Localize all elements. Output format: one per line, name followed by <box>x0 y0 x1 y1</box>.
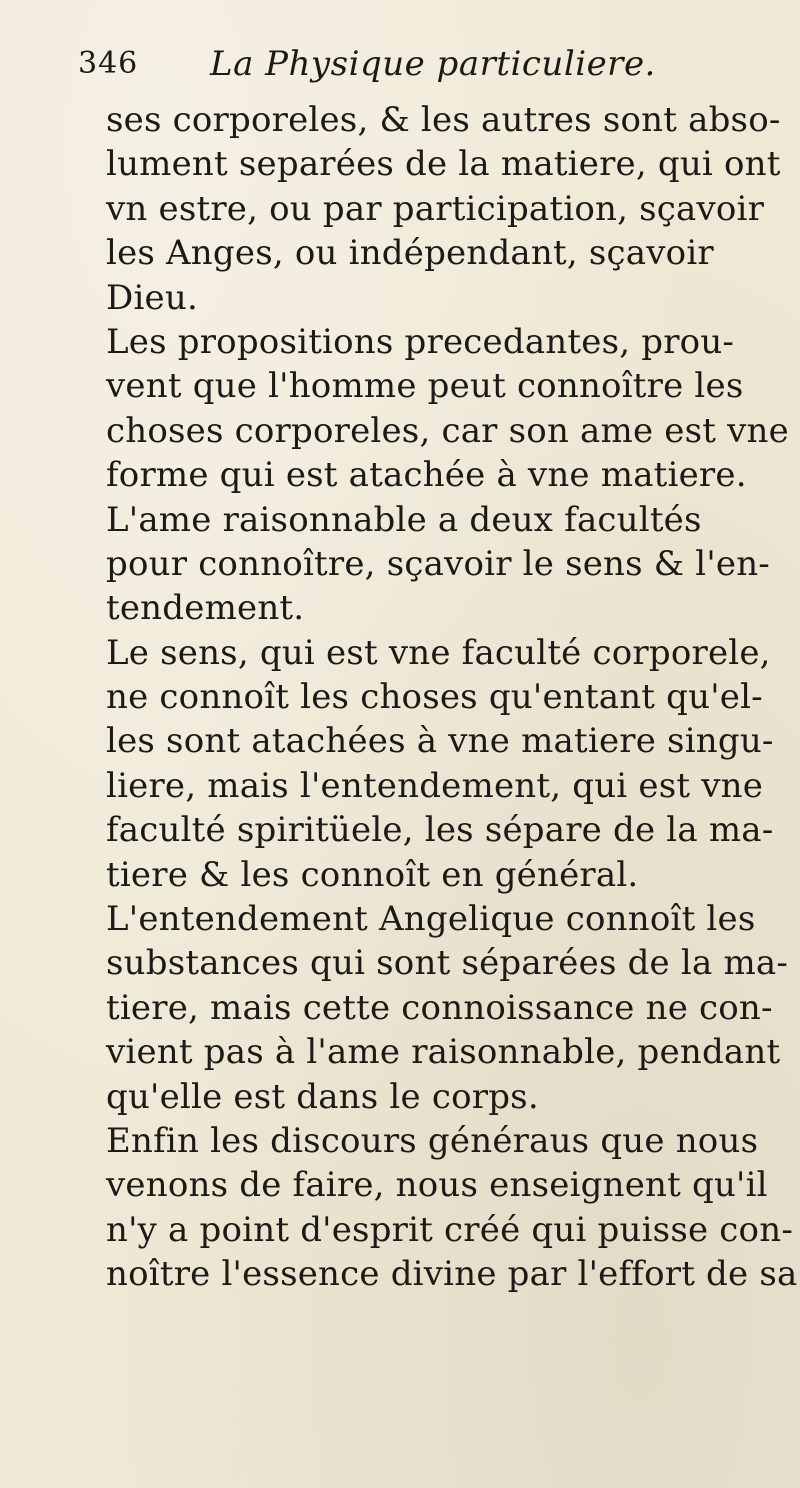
text-line: noître l'essence divine par l'effort de sa <box>106 1254 798 1295</box>
text-line: Dieu. <box>106 277 198 318</box>
text-line: qu'elle est dans le corps. <box>106 1076 539 1117</box>
text-line: tendement. <box>106 588 305 629</box>
text-line: liere, mais l'entendement, qui est vne <box>106 765 764 806</box>
text-line: ses corporeles, & les autres sont abso- <box>106 100 781 140</box>
text-line: les sont atachées à vne matiere singu- <box>106 721 774 762</box>
text-line: venons de faire, nous enseignent qu'il <box>106 1165 768 1206</box>
text-line: n'y a point d'esprit créé qui puisse con- <box>106 1209 794 1250</box>
text-line: Enfin les discours généraus que nous <box>106 1120 759 1161</box>
text-line: substances qui sont séparées de la ma- <box>106 943 789 984</box>
body-text <box>106 98 796 1297</box>
text-line: L'ame raisonnable a deux facultés <box>106 499 702 540</box>
text-line: tiere & les connoît en général. <box>106 854 639 895</box>
text-line: faculté spiritüele, les sépare de la ma- <box>106 810 774 851</box>
text-line: ne connoît les choses qu'entant qu'el- <box>106 677 763 718</box>
page-number: 346 <box>78 46 139 81</box>
page-header <box>0 44 800 94</box>
text-line: tiere, mais cette connoissance ne con- <box>106 987 773 1028</box>
text-line: vn estre, ou par participation, sçavoir <box>106 188 765 229</box>
text-line: L'entendement Angelique connoît les <box>106 899 756 940</box>
text-line: les Anges, ou indépendant, sçavoir <box>106 233 714 274</box>
text-line: Les propositions precedantes, prou- <box>106 321 735 362</box>
text-line: forme qui est atachée à vne matiere. <box>106 455 747 496</box>
text-line: vent que l'homme peut connoître les <box>106 366 744 407</box>
text-line: Le sens, qui est vne faculté corporele, <box>106 632 771 673</box>
text-line: vient pas à l'ame raisonnable, pendant <box>106 1032 781 1073</box>
text-line: lument separées de la matiere, qui ont <box>106 144 781 185</box>
running-title: La Physique particuliere. <box>210 44 656 84</box>
text-line: choses corporeles, car son ame est vne <box>106 410 789 451</box>
text-line: pour connoître, sçavoir le sens & l'en- <box>106 543 770 584</box>
